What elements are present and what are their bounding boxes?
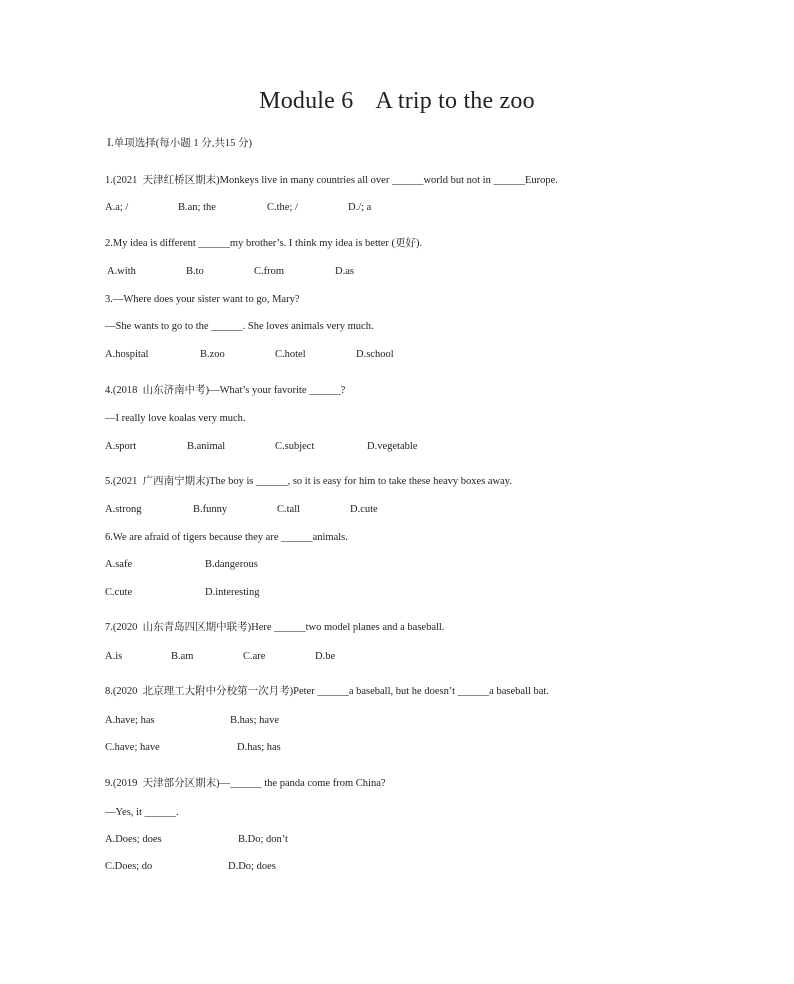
option-c: C.from <box>254 266 285 277</box>
options-row <box>105 861 705 875</box>
option-b: B.has; have <box>230 715 279 726</box>
option-c: C.are <box>243 651 266 662</box>
option-a: A.is <box>105 651 123 662</box>
question-stem-reply: —She wants to go to the ______. She loves animals very much. <box>105 321 374 332</box>
option-c: C.cute <box>105 587 133 598</box>
option-b: B.to <box>186 266 204 277</box>
question-stem: 1.(2021 天津红桥区期末)Monkeys live in many countries all over ______world but not in ______Europe. <box>105 175 558 186</box>
question-stem-reply: —Yes, it ______. <box>105 807 179 818</box>
option-d: D.vegetable <box>367 441 418 452</box>
option-a: A.with <box>107 266 136 277</box>
option-d: D.as <box>335 266 354 277</box>
options-row <box>105 651 705 665</box>
option-b: B.Do; don’t <box>238 834 288 845</box>
option-a: A.safe <box>105 559 133 570</box>
options-row <box>105 834 705 848</box>
options-row <box>105 587 705 601</box>
option-c: C.Does; do <box>105 861 153 872</box>
title-topic: A trip to the zoo <box>375 88 535 114</box>
option-d: D./; a <box>348 202 372 213</box>
question-stem: 8.(2020 北京理工大附中分校第一次月考)Peter ______a baseball, but he doesn’t ______a baseball bat. <box>105 686 549 697</box>
question-stem: 4.(2018 山东济南中考)—What’s your favorite ______? <box>105 385 346 396</box>
option-b: B.animal <box>187 441 226 452</box>
question-stem: 3.—Where does your sister want to go, Mary? <box>105 294 300 305</box>
option-d: D.be <box>315 651 336 662</box>
question-stem-reply: —I really love koalas very much. <box>105 413 246 424</box>
question-stem: 2.My idea is different ______my brother’s. I think my idea is better (更好). <box>105 238 423 249</box>
question-stem: 9.(2019 天津部分区期末)—______ the panda come from China? <box>105 778 386 789</box>
options-row <box>107 266 707 280</box>
option-c: C.subject <box>275 441 315 452</box>
option-c: C.the; / <box>267 202 298 213</box>
options-row <box>105 504 705 518</box>
option-c: C.tall <box>277 504 301 515</box>
option-c: C.hotel <box>275 349 306 360</box>
option-d: D.interesting <box>205 587 260 598</box>
option-d: D.has; has <box>237 742 281 753</box>
option-c: C.have; have <box>105 742 160 753</box>
option-a: A.hospital <box>105 349 149 360</box>
option-a: A.have; has <box>105 715 155 726</box>
option-a: A.sport <box>105 441 137 452</box>
question-stem: 5.(2021 广西南宁期末)The boy is ______, so it is easy for him to take these heavy boxes away. <box>105 476 512 487</box>
options-row <box>105 715 705 729</box>
question-stem: 7.(2020 山东青岛四区期中联考)Here ______two model planes and a baseball. <box>105 622 445 633</box>
option-b: B.funny <box>193 504 228 515</box>
options-row <box>105 202 705 216</box>
option-b: B.am <box>171 651 194 662</box>
options-row <box>105 559 705 573</box>
option-a: A.Does; does <box>105 834 162 845</box>
options-row <box>105 441 705 455</box>
option-d: D.school <box>356 349 394 360</box>
page-title <box>0 88 794 115</box>
option-d: D.Do; does <box>228 861 276 872</box>
section-heading: Ⅰ.单项选择(每小题 1 分,共15 分) <box>107 138 253 149</box>
title-module: Module 6 <box>259 88 354 114</box>
option-b: B.dangerous <box>205 559 258 570</box>
option-b: B.an; the <box>178 202 216 213</box>
options-row <box>105 349 705 363</box>
option-a: A.a; / <box>105 202 129 213</box>
question-stem: 6.We are afraid of tigers because they are ______animals. <box>105 532 348 543</box>
option-a: A.strong <box>105 504 142 515</box>
option-d: D.cute <box>350 504 378 515</box>
options-row <box>105 742 705 756</box>
option-b: B.zoo <box>200 349 225 360</box>
